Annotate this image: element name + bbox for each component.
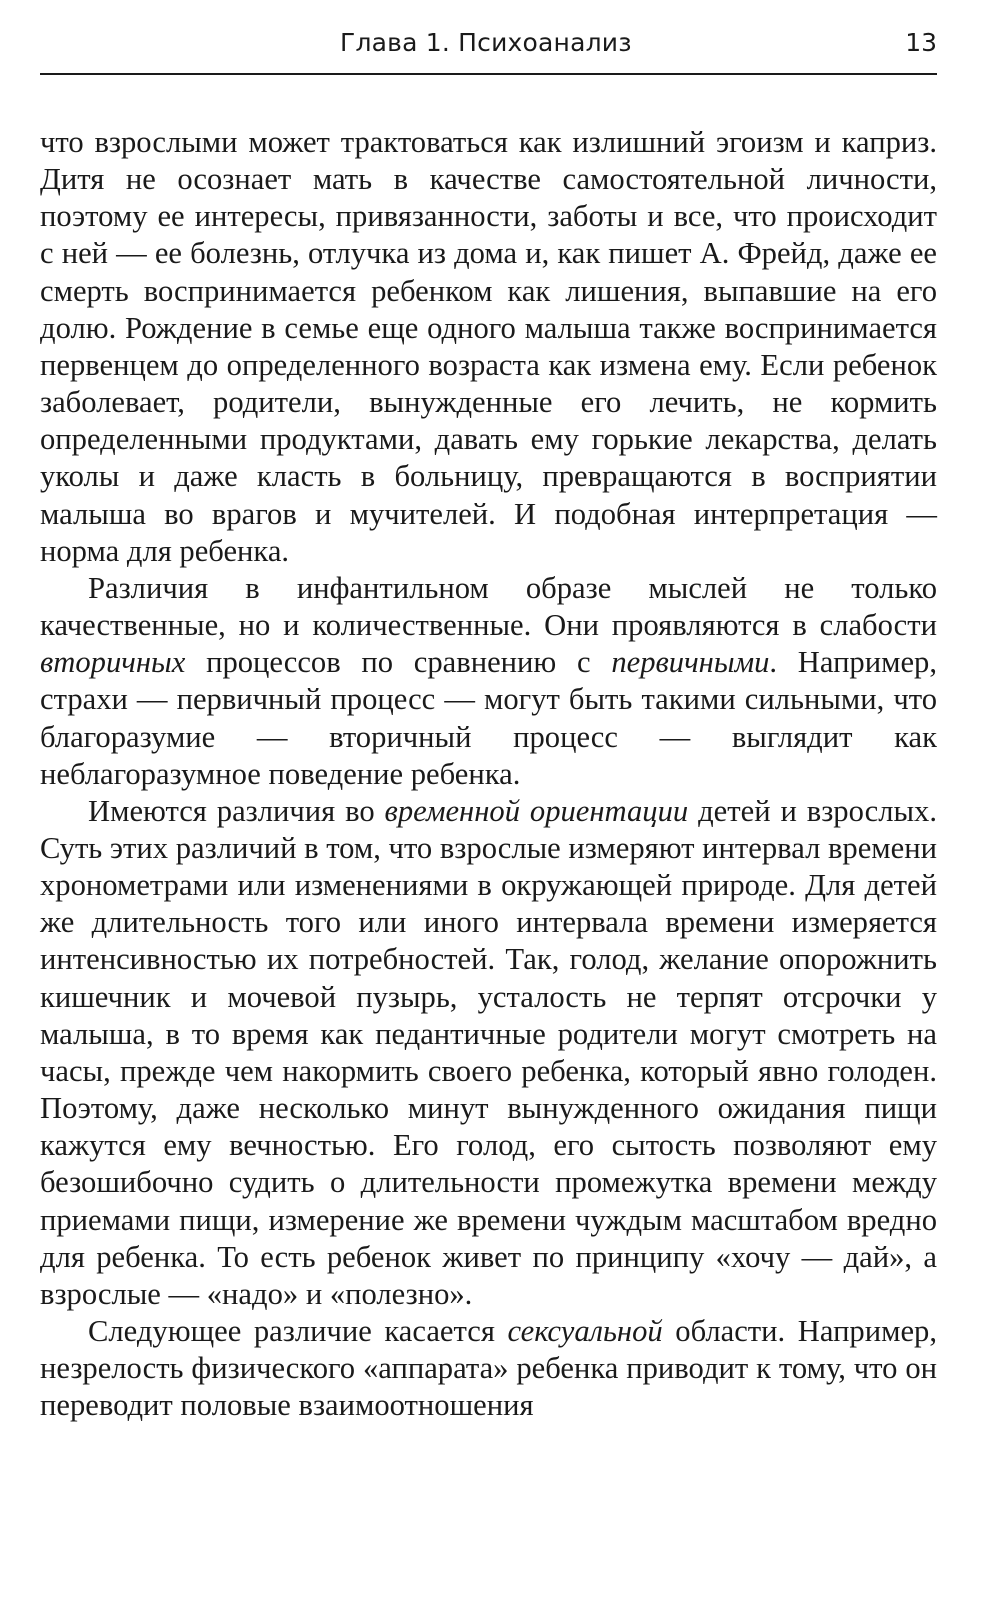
paragraph-4-text-b: области. Например, незрелость физического «аппарата» ребенка приводит к тому, что он переводит половые взаимоотношения (40, 1314, 937, 1423)
page-number: 13 (905, 28, 937, 57)
term-secondary: вторичных (40, 645, 186, 680)
paragraph-3-text-b: детей и взрослых. Суть этих различий в том, что взрослые измеряют интервал времени хронометрами или изменениями в окружающей природе. Для детей же длительность того или иного интервала времени измеряется интенсивностью их потребностей. Так, голод, желание опорожнить кишечник и мочевой пузырь, усталость не терпят отсрочки у малыша, в то время как педантичные родители могут смотреть на часы, прежде чем накормить своего ребенка, который явно голоден. Поэтому, даже несколько минут вынужденного ожидания пищи кажутся ему вечностью. Его голод, его сытость позволяют ему безошибочно судить о длительности промежутка времени между приемами пищи, измерение же времени чуждым масштабом вредно для ребенка. То есть ребенок живет по принципу «хочу — дай», а взрослые — «надо» и «полезно». (40, 793, 937, 1311)
term-primary: первичными (611, 645, 770, 680)
paragraph-4-text-a: Следующее различие касается (88, 1314, 508, 1348)
paragraph-2 (40, 570, 937, 793)
header-rule (40, 73, 937, 75)
paragraph-1-text: что взрослыми может трактоваться как излишний эгоизм и каприз. Дитя не осознает мать в качестве самостоятельной личности, поэтому ее интересы, привязанности, заботы и все, что происходит с ней — ее болезнь, отлучка из дома и, как пишет А. Фрейд, даже ее смерть воспринимается ребенком как лишения, выпавшие на его долю. Рождение в семье еще одного малыша также воспринимается первенцем до определенного возраста как измена ему. Если ребенок заболевает, родители, вынужденные его лечить, не кормить определенными продуктами, давать ему горькие лекарства, делать уколы и даже класть в больницу, превращаются в восприятии малыша во врагов и мучителей. И подобная интерпретация — норма для ребенка. (40, 125, 937, 568)
paragraph-1 (40, 124, 937, 570)
paragraph-3-text-a: Имеются различия во (88, 793, 385, 828)
running-head (40, 22, 937, 72)
body-text (40, 124, 937, 1424)
chapter-title: Глава 1. Психоанализ (340, 28, 632, 57)
term-sexual: сексуальной (507, 1314, 663, 1348)
paragraph-4 (40, 1313, 937, 1424)
term-time-orientation: временной ориентации (384, 793, 689, 828)
paragraph-3 (40, 793, 937, 1313)
paragraph-2-text-a: Различия в инфантильном образе мыслей не только качественные, но и количественные. Они проявляются в слабости (40, 570, 937, 643)
paragraph-2-text-b: процессов по сравнению с (185, 645, 612, 680)
paragraph-2-text-c: . Например, страхи — первичный процесс — могут быть такими сильными, что благоразумие — вторичный процесс — выглядит как неблагоразумное поведение ребенка. (40, 645, 937, 791)
